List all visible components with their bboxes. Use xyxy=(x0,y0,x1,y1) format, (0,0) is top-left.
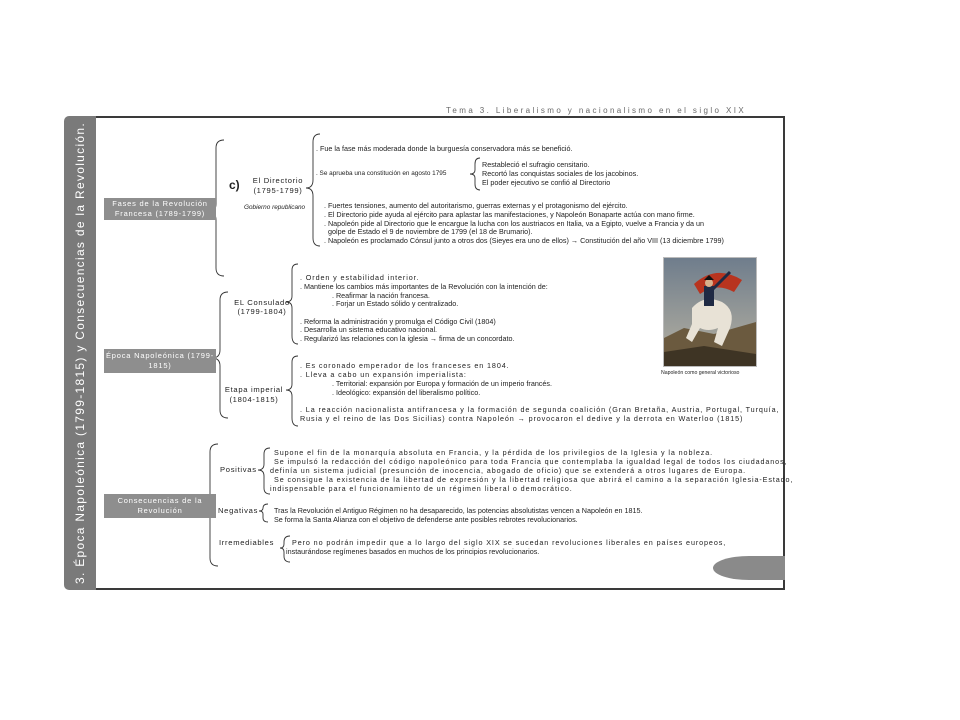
consulado-item: . Desarrolla un sistema educativo nacional. xyxy=(300,325,438,334)
gobierno-label: Gobierno republicano xyxy=(244,204,306,211)
const-item: Restableció el sufragio censitario. xyxy=(482,160,590,169)
directorio-line-2: . Se aprueba una constitución en agosto 1795 xyxy=(316,170,447,177)
directorio-line-1: . Fue la fase más moderada donde la burguesía conservadora más se benefició. xyxy=(316,144,573,153)
imperial-item: . La reacción nacionalista antifrancesa y la formación de segunda coalición (Gran Bretaña, Austria, Portugal, Turquía, xyxy=(300,405,780,414)
positivas-item: Supone el fin de la monarquía absoluta en Francia, y la pérdida de los privilegios de la Iglesia y la nobleza. xyxy=(274,448,714,457)
negativas-item: Tras la Revolución el Antiguo Régimen no ha desaparecido, las potencias absolutistas vencen a Napoleón en 1815. xyxy=(274,506,643,515)
imperial-subitem: . Ideológico: expansión del liberalismo político. xyxy=(332,388,481,397)
directorio-item: golpe de Estado el 9 de noviembre de 1799 (el 18 de Brumario). xyxy=(324,227,533,236)
positivas-item: indispensable para el funcionamiento de un régimen liberal o democrático. xyxy=(270,484,573,493)
const-item: El poder ejecutivo se confió al Directorio xyxy=(482,178,611,187)
consulado-dates: (1799-1804) xyxy=(237,307,287,316)
sidebar-title: 3. Época Napoleónica (1799-1815) y Consecuencias de la Revolución. xyxy=(73,121,87,585)
consulado-item: . Mantiene los cambios más importantes de la Revolución con la intención de: xyxy=(300,282,548,291)
corner-tab xyxy=(713,556,785,580)
consulado-title: EL Consulado xyxy=(234,298,290,307)
section-consecuencias-box: Consecuencias de la Revolución xyxy=(104,494,216,518)
consulado-item: . Regularizó las relaciones con la iglesia → firma de un concordato. xyxy=(300,334,515,343)
positivas-item: Se impulsó la redacción del código napoleónico para toda Francia que contemplaba la igualdad legal de todos los ciudadanos, xyxy=(274,457,788,466)
directorio-title: El Directorio xyxy=(252,176,304,185)
consulado-item: . Reforma la administración y promulga el Código Civil (1804) xyxy=(300,317,496,326)
positivas-label: Positivas xyxy=(220,465,257,474)
negativas-label: Negativas xyxy=(218,506,259,515)
directorio-item: . Fuertes tensiones, aumento del autoritarismo, guerras externas y el protagonismo del ejército. xyxy=(324,201,628,210)
imperial-dates: (1804-1815) xyxy=(229,395,279,404)
irremediables-item: instaurándose regímenes basados en muchos de los principios revolucionarios. xyxy=(286,547,540,556)
positivas-item: Se consigue la existencia de la libertad de expresión y la libertad religiosa que abrirá el camino a la separación Iglesia-Estado, xyxy=(274,475,794,484)
directorio-dates: (1795-1799) xyxy=(253,186,303,195)
directorio-marker: c) xyxy=(229,178,240,192)
irremediables-item: Pero no podrán impedir que a lo largo del siglo XIX se sucedan revoluciones liberales en países europeos, xyxy=(292,538,727,547)
consulado-subitem: . Reafirmar la nación francesa. xyxy=(332,291,430,300)
imperial-item: . Es coronado emperador de los franceses en 1804. xyxy=(300,361,510,370)
section-fases-box: Fases de la Revolución Francesa (1789-1799) xyxy=(104,198,216,220)
directorio-item: . Napoleón es proclamado Cónsul junto a otros dos (Sieyes era uno de ellos) → Constitución del año VIII (13 diciembre 1799) xyxy=(324,236,724,245)
imperial-item: . Lleva a cabo un expansión imperialista: xyxy=(300,370,467,379)
imperial-title: Etapa imperial xyxy=(224,385,284,394)
directorio-item: . El Directorio pide ayuda al ejército para aplastar las manifestaciones, y Napoleón Bonaparte actúa con mano firme. xyxy=(324,210,695,219)
section-napoleonica-box: Época Napoleónica (1799-1815) xyxy=(104,349,216,373)
imperial-subitem: . Territorial: expansión por Europa y formación de un imperio francés. xyxy=(332,379,552,388)
directorio-item: . Napoleón pide al Directorio que le encargue la lucha con los austriacos en Italia, va a Egipto, vuelve a Francia y da un xyxy=(324,219,704,228)
consulado-item: . Orden y estabilidad interior. xyxy=(300,273,420,282)
imperial-item: Rusia y el reino de las Dos Sicilias) contra Napoleón → provocaron el dedive y la derrota en Waterloo (1815) xyxy=(300,414,744,423)
irremediables-label: Irremediables xyxy=(219,538,275,547)
positivas-item: definía un sistema judicial (presunción de inocencia, abogado de oficio) que se extenderá a otros lugares de Europa. xyxy=(270,466,746,475)
page-header: Tema 3. Liberalismo y nacionalismo en el siglo XIX xyxy=(446,106,747,115)
const-item: Recortó las conquistas sociales de los jacobinos. xyxy=(482,169,639,178)
photo-caption: Napoleón como general victorioso xyxy=(661,370,740,376)
consulado-subitem: . Forjar un Estado sólido y centralizado. xyxy=(332,299,459,308)
negativas-item: Se forma la Santa Alianza con el objetivo de defenderse ante posibles rebrotes revolucionarios. xyxy=(274,515,578,524)
napoleon-painting xyxy=(663,257,757,367)
